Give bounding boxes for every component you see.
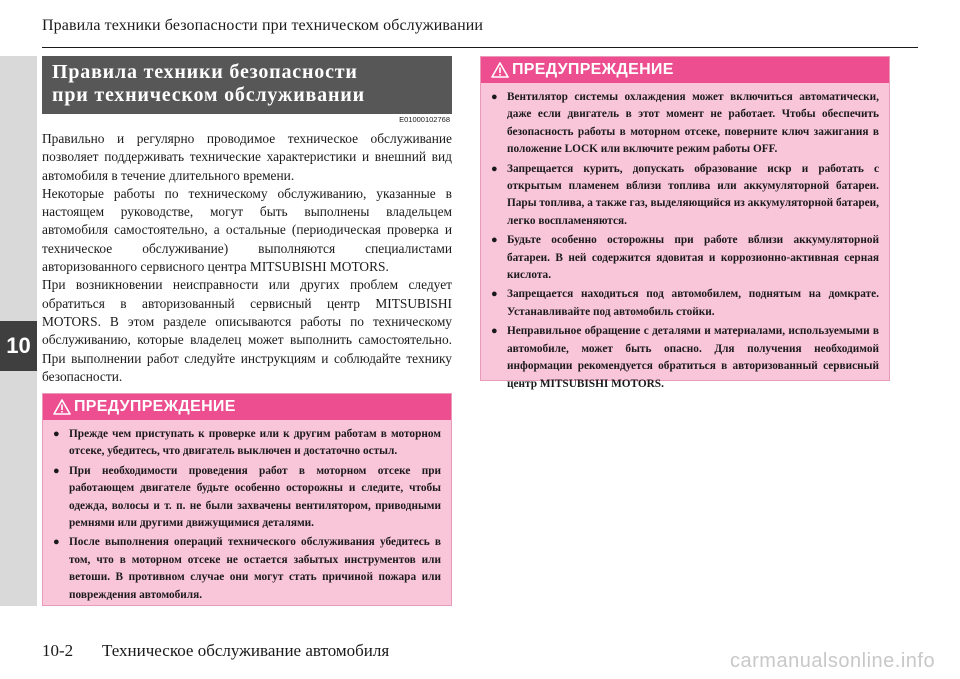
warning-item [491,161,879,231]
footer-page-number: 10-2 [42,641,74,660]
bullet-icon: ● [491,91,498,103]
reference-code: E01000102768 [399,115,450,124]
body-paragraph: Правильно и регулярно проводимое техническое обслуживание позволяет поддерживать технические характеристики и внешний вид автомобиля в течение длительного времени. [42,131,452,183]
page-header-title: Правила техники безопасности при техническом обслуживании [42,17,484,34]
chapter-tab[interactable]: 10 [0,321,37,371]
header-divider [42,47,918,48]
bullet-icon: ● [53,428,60,440]
bullet-icon: ● [491,234,498,247]
warning-triangle-icon [491,62,509,78]
watermark: carmanualsonline.info [730,650,936,672]
warning-item-text: При необходимости проведения работ в моторном отсеке при работающем двигателе будьте особенно осторожны и следите, чтобы одежда, волосы и т. п. не были захвачены вентилятором, приводными ремнями или другими движущимися деталями. [69,464,441,530]
body-paragraph: Некоторые работы по техническому обслуживанию, указанные в настоящем руководстве, могут быть выполнены владельцем автомобиля самостоятельно, а остальные (периодическая проверка и техническое обслуживание) выполняются специалистами авторизованного сервисного центра MITSUBISHI MOTORS. [42,185,452,275]
bullet-icon: ● [53,464,60,477]
warning-triangle-icon [53,399,71,415]
bullet-icon: ● [491,162,498,175]
warning-item [53,534,441,604]
warning-header [43,394,451,420]
footer-chapter-title: Техническое обслуживание автомобиля [102,641,390,660]
warning-header [481,57,889,83]
warning-item [53,463,441,533]
warning-item-text: Запрещается находиться под автомобилем, поднятым на домкрате. Устанавливайте под автомобиль стойки. [507,288,879,318]
bullet-icon: ● [53,536,60,549]
warning-item-text: Неправильное обращение с деталями и материалами, используемыми в автомобиле, может быть опасно. Для получения необходимой информации рекомендуется обратиться в авторизованный сервисный центр MITSUBISHI MOTORS. [507,325,879,390]
warning-item [491,232,879,284]
section-title-box [42,56,452,114]
warning-item-text: Запрещается курить, допускать образование искр и работать с открытым пламенем вблизи топлива или аккумуляторной батареи. Пары топлива, а также газ, выделяющийся из аккумуляторной батареи, легко воспламеняются. [507,162,879,227]
warning-item-text: Вентилятор системы охлаждения может включиться автоматически, даже если двигатель в этот момент не работает. Чтобы обеспечить безопасность работы в моторном отсеке, поверните ключ зажигания в положение LOCK или включите режим работы OFF. [507,91,879,156]
body-text [42,130,452,386]
bullet-icon: ● [491,325,498,338]
body-paragraph: При возникновении неисправности или других проблем следует обратиться в авторизованный сервисный центр MITSUBISHI MOTORS. В этом разделе описываются работы по техническому обслуживанию, которые владелец может выполнить самостоятельно. При выполнении работ следуйте инструкциям и соблюдайте технику безопасности. [42,277,452,384]
warning-item [491,286,879,321]
warning-item-text: Прежде чем приступать к проверке или к другим работам в моторном отсеке, убедитесь, что двигатель выключен и достаточно остыл. [69,428,441,458]
bullet-icon: ● [491,288,498,301]
warning-box-left [42,393,452,606]
warning-item-text: После выполнения операций технического обслуживания убедитесь в том, что в моторном отсеке не остается забытых инструментов или ветоши. В противном случае они могут стать причиной пожара или повреждения автомобиля. [69,536,441,601]
warning-title: ПРЕДУПРЕЖДЕНИЕ [512,61,674,78]
section-title-line2: при техническом обслуживании [52,84,365,106]
warning-item [491,89,879,159]
warning-title: ПРЕДУПРЕЖДЕНИЕ [74,398,236,415]
section-title-line1: Правила техники безопасности [52,61,358,83]
warning-list [481,83,889,399]
warning-item-text: Будьте особенно осторожны при работе вблизи аккумуляторной батареи. В ней содержится ядовитая и коррозионно-активная серная кислота. [507,234,879,282]
warning-list [43,420,451,610]
warning-item [53,426,441,461]
warning-box-right [480,56,890,390]
warning-item [491,323,879,393]
